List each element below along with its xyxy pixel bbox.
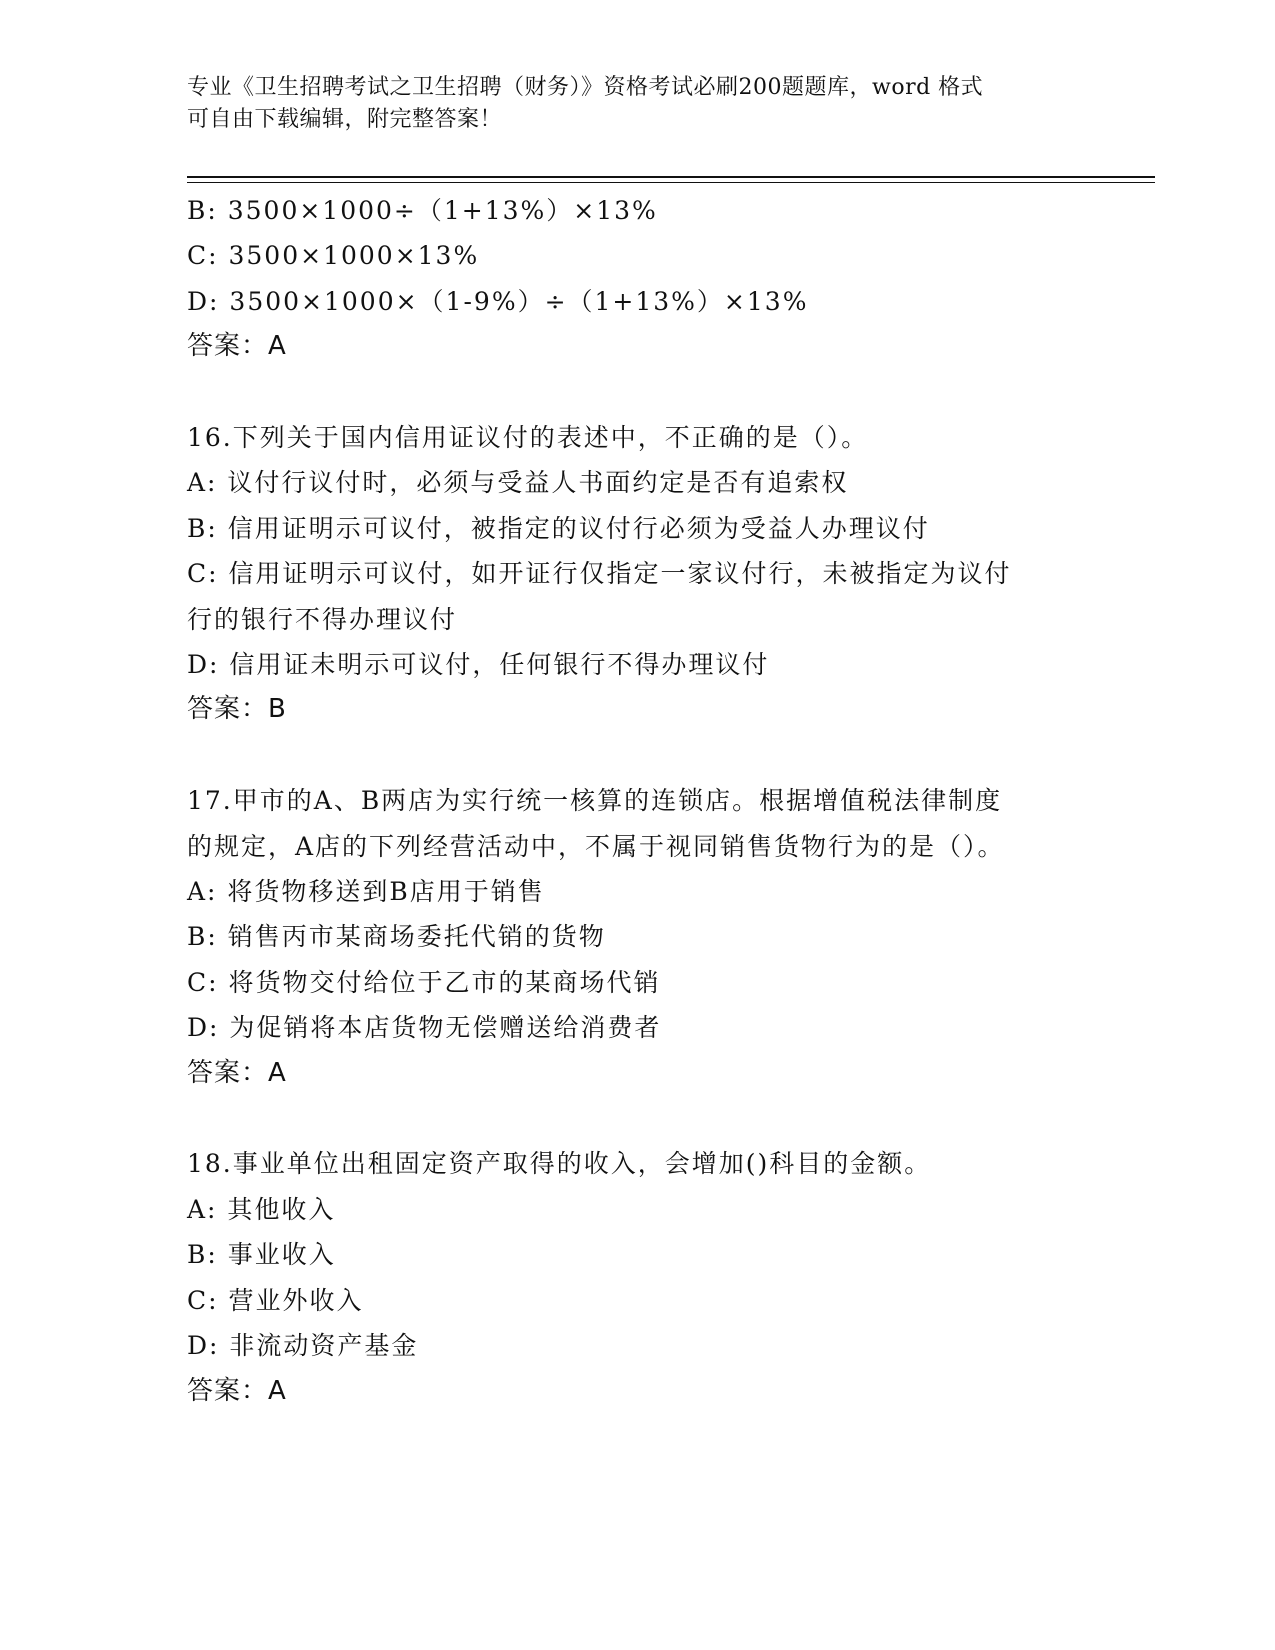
spacer: [187, 1096, 1087, 1141]
option-b: B: 3500×1000÷（1+13%）×13%: [187, 196, 658, 225]
question-stem: 18.事业单位出租固定资产取得的收入，会增加()科目的金额。: [187, 1149, 932, 1179]
option-b: B: 事业收入: [187, 1240, 336, 1270]
option-a: A: 其他收入: [187, 1194, 336, 1224]
question-stem-line-1: 17.甲市的A、B两店为实行统一核算的连锁店。根据增值税法律制度: [187, 786, 1003, 816]
option-c-line-1: C: 信用证明示可议付，如开证行仅指定一家议付行，未被指定为议付: [187, 559, 1012, 589]
option-c-line-2: 行的银行不得办理议付: [187, 604, 458, 634]
option-d: D: 3500×1000×（1-9%）÷（1+13%）×13%: [187, 286, 809, 316]
option-d: D: 为促销将本店货物无偿赠送给消费者: [187, 1013, 662, 1043]
option-d: D: 信用证未明示可议付，任何银行不得办理议付: [187, 650, 770, 680]
option-b: B: 信用证明示可议付，被指定的议付行必须为受益人办理议付: [187, 513, 930, 543]
header-rule-thick: [187, 176, 1155, 178]
option-b: B: 销售丙市某商场委托代销的货物: [187, 922, 606, 952]
question-stem-line-2: 的规定，A店的下列经营活动中，不属于视同销售货物行为的是（）。: [187, 831, 1005, 861]
header-rule-thin: [187, 182, 1155, 183]
question-list: [187, 188, 1087, 1414]
answer-line: 答案：A: [187, 1057, 287, 1088]
spacer: [187, 370, 1087, 415]
option-c: C: 营业外收入: [187, 1285, 364, 1315]
answer-line: 答案：A: [187, 331, 287, 362]
header-line-2: 可自由下载编辑，附完整答案！: [187, 107, 503, 132]
question-18: [187, 1141, 1087, 1413]
option-d: D: 非流动资产基金: [187, 1331, 419, 1361]
document-header: [187, 72, 1087, 136]
option-c: C: 3500×1000×13%: [187, 241, 480, 271]
question-17: [187, 778, 1087, 1096]
question-16: [187, 415, 1087, 733]
option-c: C: 将货物交付给位于乙市的某商场代销: [187, 967, 661, 997]
spacer: [187, 733, 1087, 778]
header-line-1: 专业《卫生招聘考试之卫生招聘（财务）》资格考试必刷200题题库，word 格式: [187, 75, 984, 100]
option-a: A: 议付行议付时，必须与受益人书面约定是否有追索权: [187, 468, 849, 498]
question-stem: 16.下列关于国内信用证议付的表述中，不正确的是（）。: [187, 423, 869, 453]
answer-line: 答案：B: [187, 694, 287, 725]
answer-line: 答案：A: [187, 1375, 287, 1406]
previous-question-tail: [187, 188, 1087, 370]
option-a: A: 将货物移送到B店用于销售: [187, 877, 545, 907]
